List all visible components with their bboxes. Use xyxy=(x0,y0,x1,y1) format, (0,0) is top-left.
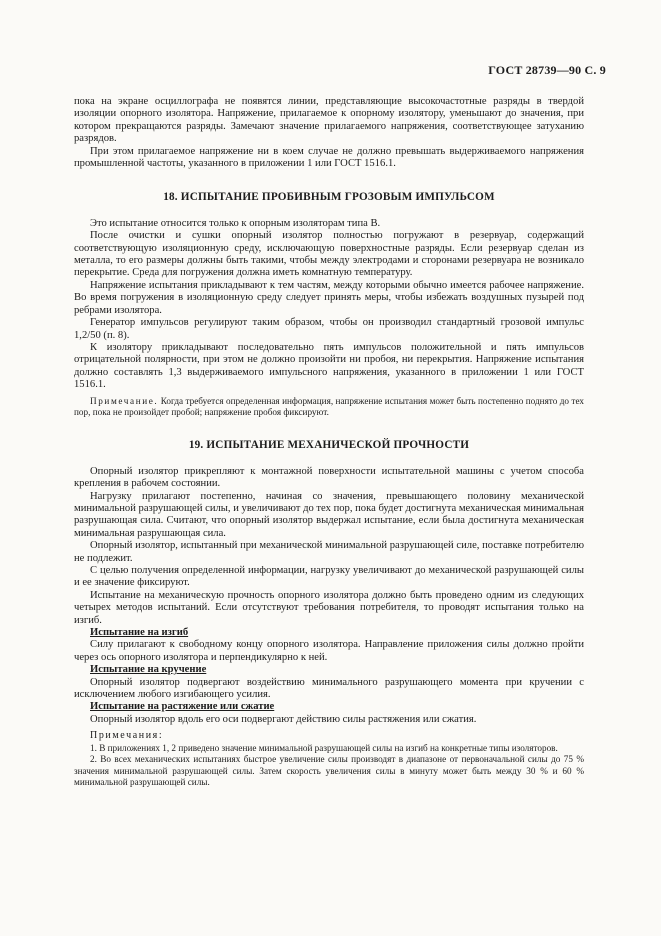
paragraph: Испытание на механическую прочность опорного изолятора должно быть проведено одним из следующих четырех методов испытаний. Если отсутствуют требования потребителя, то проводят испытания только на изгиб. xyxy=(74,589,584,626)
paragraph: К изолятору прикладывают последовательно пять импульсов положительной и пять импульсов отрицательной полярности, при этом не должно произойти ни пробоя, ни перекрытия. Напряжение испытания должно составлять 1,3 выдерживаемого импульсного напряжения, указанного в приложении 1 или ГОСТ 1516.1. xyxy=(74,341,584,391)
note-2: 2. Во всех механических испытаниях быстрое увеличение силы производят в диапазоне от первоначальной силы до 75 % значения минимальной разрушающей силы. Затем скорость увеличения силы в минуту может быть между 30 % и 60 % минимальной разрушающей силы. xyxy=(74,754,584,787)
tension-test-heading: Испытание на растяжение или сжатие xyxy=(90,701,275,713)
paragraph: Опорный изолятор подвергают воздействию минимального разрушающего момента при кручении с исключением любого изгибающего усилия. xyxy=(74,676,584,701)
paragraph: Это испытание относится только к опорным изоляторам типа В. xyxy=(90,217,381,229)
paragraph: Напряжение испытания прикладывают к тем частям, между которыми обычно имеется рабочее напряжение. Во время погружения в изоляционную среду следует принять меры, чтобы избежать воздушных пузырей под ребрами изолятора. xyxy=(74,279,584,316)
note-text: Когда требуется определенная информация, напряжение испытания может быть постепенно поднято до тех пор, пока не произойдет пробой; напряжение пробоя фиксируют. xyxy=(74,395,584,417)
torsion-test-heading: Испытание на кручение xyxy=(90,664,207,676)
section-18-note xyxy=(74,396,584,419)
paragraph: С целью получения определенной информации, нагрузку увеличивают до механической разрушающей силы и ее значение фиксируют. xyxy=(74,565,584,589)
paragraph: После очистки и сушки опорный изолятор полностью погружают в резервуар, содержащий соответствующую изоляционную среду, исключающую поверхностные разряды. Если резервуар сделан из металла, то его размеры должны быть такими, чтобы между электродами и сторонами резервуара не возникало перекрытие. Среда для погружения должна иметь комнатную температуру. xyxy=(74,230,584,279)
paragraph: Генератор импульсов регулируют таким образом, чтобы он производил стандартный грозовой импульс 1,2/50 (п. 8). xyxy=(74,317,584,341)
paragraph: При этом прилагаемое напряжение ни в коем случае не должно превышать выдерживаемого напряжения промышленной частоты, указанного в приложении 1 или ГОСТ 1516.1. xyxy=(74,145,584,170)
paragraph: Нагрузку прилагают постепенно, начиная со значения, превышающего половину механической минимальной разрушающей силы, и увеличивают до тех пор, пока будет достигнута механическая минимальная разрушающая сила. Считают, что опорный изолятор выдержал испытание, если была достигнута механическая минимальная разрушающая сила. xyxy=(74,490,584,539)
paragraph: Опорный изолятор вдоль его оси подвергают действию силы растяжения или сжатия. xyxy=(90,713,477,725)
paragraph: Опорный изолятор, испытанный при механической минимальной разрушающей силе, поставке потребителю не подлежит. xyxy=(74,540,584,564)
note-label: Примечание. xyxy=(90,395,159,406)
paragraph: пока на экране осциллографа не появятся линии, представляющие высокочастотные разряды в твердой изоляции опорного изолятора. Напряжение, прилагаемое к опорному изолятору, уменьшают до значения, при котором прекращаются разряды. Замечают значение прилагаемого напряжения, соответствующее затуханию разрядов. xyxy=(74,96,584,145)
page-header: ГОСТ 28739—90 С. 9 xyxy=(488,63,606,77)
note-1: 1. В приложениях 1, 2 приведено значение минимальной разрушающей силы на изгиб на конкретные типы изоляторов. xyxy=(90,742,558,753)
bend-test-heading: Испытание на изгиб xyxy=(90,627,189,639)
section-18-title: 18. ИСПЫТАНИЕ ПРОБИВНЫМ ГРОЗОВЫМ ИМПУЛЬСОМ xyxy=(163,191,495,204)
page-content xyxy=(74,96,584,788)
paragraph: Опорный изолятор прикрепляют к монтажной поверхности испытательной машины с учетом способа крепления в рабочем состоянии. xyxy=(74,465,584,490)
notes-label: Примечания: xyxy=(90,730,164,742)
paragraph: Силу прилагают к свободному концу опорного изолятора. Направление приложения силы должно пройти через ось опорного изолятора и перпендикулярно к ней. xyxy=(74,639,584,663)
section-19-title: 19. ИСПЫТАНИЕ МЕХАНИЧЕСКОЙ ПРОЧНОСТИ xyxy=(188,439,470,452)
